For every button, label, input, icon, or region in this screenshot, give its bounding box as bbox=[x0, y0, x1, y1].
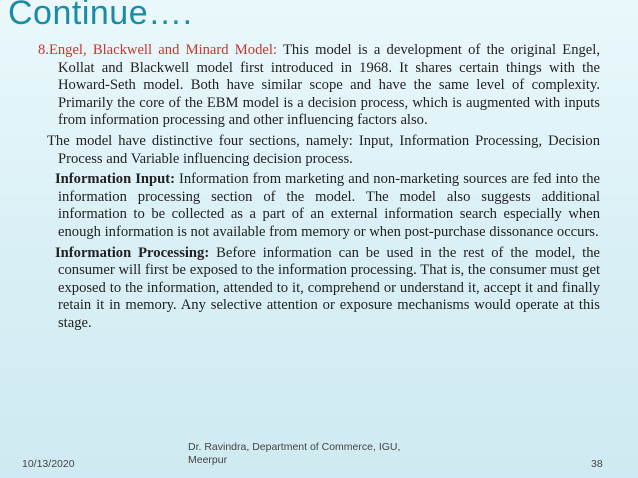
footer-date: 10/13/2020 bbox=[22, 458, 75, 470]
information-input-heading: Information Input: bbox=[55, 171, 175, 188]
ebm-model-heading: 8.Engel, Blackwell and Minard Model: bbox=[38, 42, 277, 58]
slide-body bbox=[38, 42, 600, 336]
slide-title: Continue…. bbox=[8, 0, 193, 32]
ebm-model-text: This model is a development of the original Engel, Kollat and Blackwell model first introduced in 1968. It shares certain things with the Howard-Seth model. Both have similar scope and have the same level of complexity. Primarily the core of the EBM model is a decision process, which is augmented with inputs from information processing and other influencing factors also. bbox=[58, 42, 600, 129]
information-processing-heading: Information Processing: bbox=[55, 244, 210, 261]
paragraph-information-input bbox=[38, 171, 600, 241]
footer-author: Dr. Ravindra, Department of Commerce, IGU, Meerpur bbox=[188, 441, 401, 466]
four-sections-text: The model have distinctive four sections, namely: Input, Information Processing, Decision Process and Variable influencing decision process. bbox=[47, 132, 600, 167]
paragraph-information-processing bbox=[38, 245, 600, 333]
information-processing-text: Before information can be used in the rest of the model, the consumer will first be exposed to the information processing. That is, the consumer must get exposed to the information, attended to it, comprehend or understand it, accept it and finally retain it in memory. Any selective attention or exposure mechanisms would operate at this stage. bbox=[58, 244, 600, 331]
information-input-text: Information from marketing and non-marketing sources are fed into the information processing section of the model. The model also suggests additional information to be collected as a part of an external information search especially when enough information is not available from memory or when post-purchase dissonance occurs. bbox=[58, 171, 600, 240]
paragraph-four-sections bbox=[38, 133, 600, 168]
page-number: 38 bbox=[591, 458, 603, 470]
paragraph-ebm-model bbox=[38, 42, 600, 130]
